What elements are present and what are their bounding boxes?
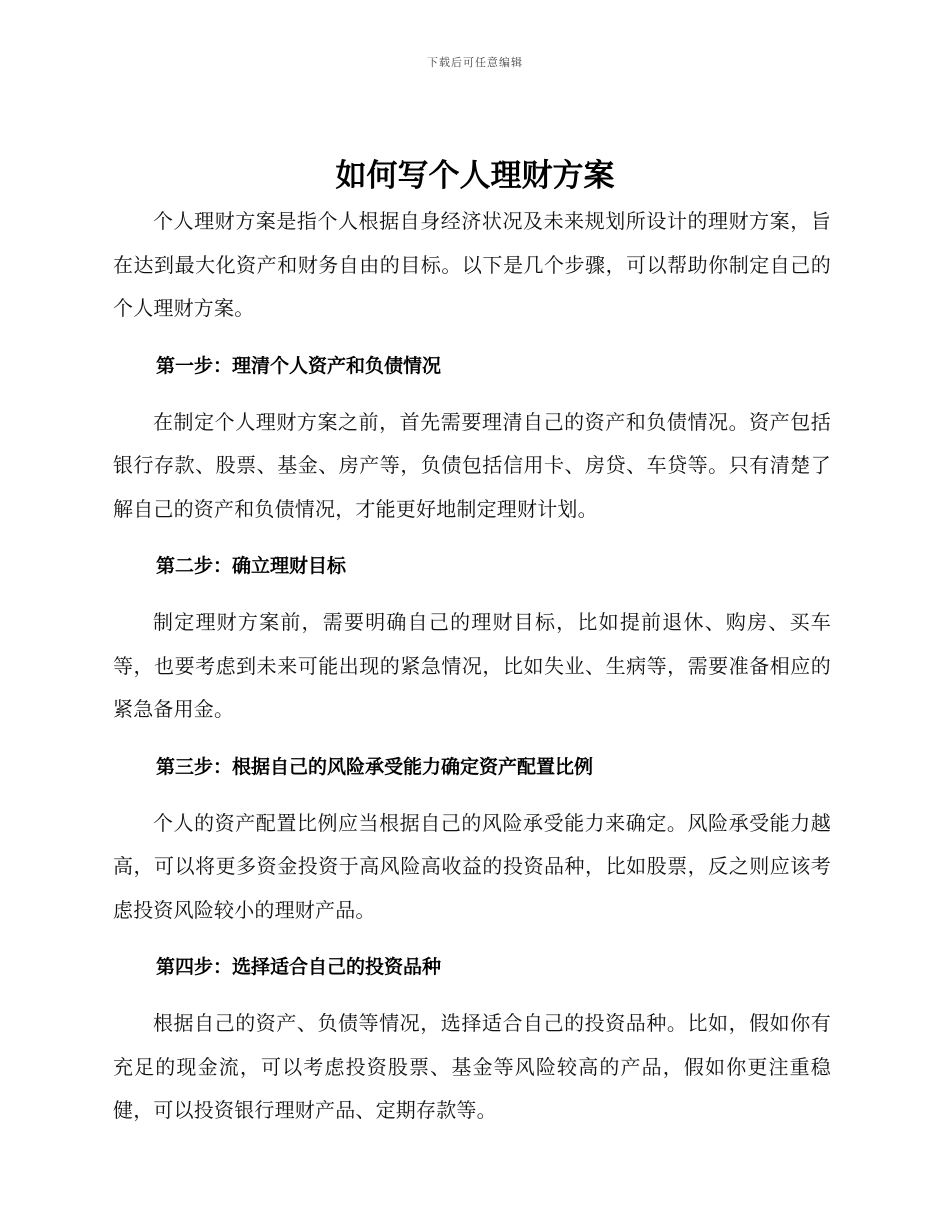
step-3-paragraph: 个人的资产配置比例应当根据自己的风险承受能力来确定。风险承受能力越高，可以将更多资金投资于高风险高收益的投资品种，比如股票，反之则应该考虑投资风险较小的理财产品。	[113, 810, 831, 922]
intro-paragraph: 个人理财方案是指个人根据自身经济状况及未来规划所设计的理财方案，旨在达到最大化资产和财务自由的目标。以下是几个步骤，可以帮助你制定自己的个人理财方案。	[113, 209, 831, 320]
document-body	[113, 200, 831, 1133]
step-1-paragraph: 在制定个人理财方案之前，首先需要理清自己的资产和负债情况。资产包括银行存款、股票、基金、房产等，负债包括信用卡、房贷、车贷等。只有清楚了解自己的资产和负债情况，才能更好地制定理财计划。	[113, 409, 831, 521]
page-header-note: 下载后可任意编辑	[427, 56, 523, 69]
step-4-paragraph: 根据自己的资产、负债等情况，选择适合自己的投资品种。比如，假如你有充足的现金流，可以考虑投资股票、基金等风险较高的产品，假如你更注重稳健，可以投资银行理财产品、定期存款等。	[113, 1011, 831, 1122]
step-3-heading: 第三步：根据自己的风险承受能力确定资产配置比例	[156, 755, 594, 778]
step-2-paragraph: 制定理财方案前，需要明确自己的理财目标，比如提前退休、购房、买车等，也要考虑到未来可能出现的紧急情况，比如失业、生病等，需要准备相应的紧急备用金。	[113, 610, 831, 721]
step-1-heading: 第一步：理清个人资产和负债情况	[156, 354, 442, 377]
step-4-heading: 第四步：选择适合自己的投资品种	[156, 956, 442, 978]
step-2-heading: 第二步：确立理财目标	[156, 555, 347, 577]
document-title: 如何写个人理财方案	[335, 158, 615, 194]
